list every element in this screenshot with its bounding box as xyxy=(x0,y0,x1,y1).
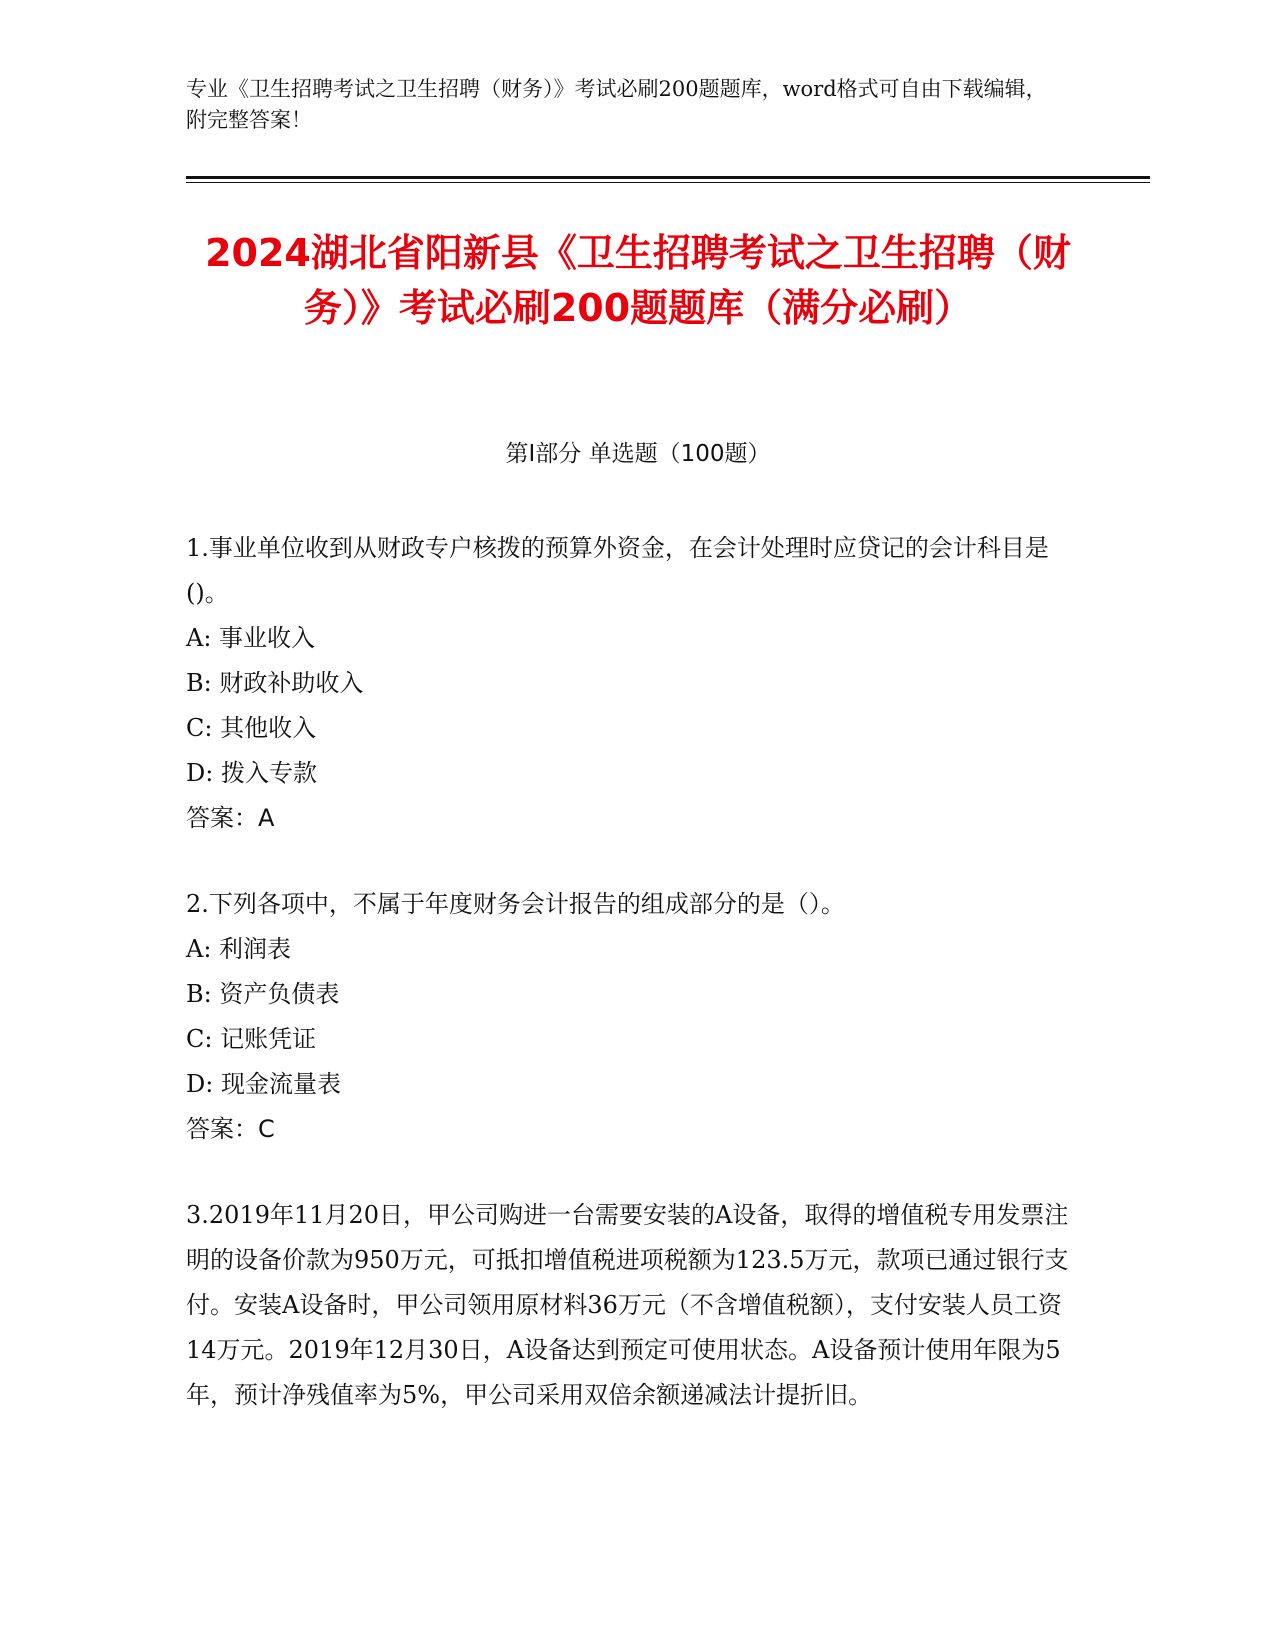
question-2 xyxy=(186,882,1076,1152)
question-text: 2.下列各项中，不属于年度财务会计报告的组成部分的是（）。 xyxy=(186,890,845,918)
answer: 答案：A xyxy=(186,804,275,832)
question-text: 3.2019年11月20日，甲公司购进一台需要安装的A设备，取得的增值税专用发票注明的设备价款为950万元，可抵扣增值税进项税额为123.5万元，款项已通过银行支付。安装A设备时，甲公司领用原材料36万元（不含增值税额），支付安装人员工资14万元。2019年12月30日，A设备达到预定可使用状态。A设备预计使用年限为5年，预计净残值率为5%，甲公司采用双倍余额递减法计提折旧。 xyxy=(186,1201,1069,1409)
option-b: B: 财政补助收入 xyxy=(186,669,364,697)
document-title: 2024湖北省阳新县《卫生招聘考试之卫生招聘（财务）》考试必刷200题题库（满分必刷） xyxy=(205,231,1071,330)
header-rule-thick xyxy=(186,176,1150,179)
option-c: C: 记账凭证 xyxy=(186,1025,317,1053)
header-note: 专业《卫生招聘考试之卫生招聘（财务）》考试必刷200题题库，word格式可自由下载编辑，附完整答案！ xyxy=(186,77,1047,132)
question-1 xyxy=(186,526,1076,841)
option-a: A: 利润表 xyxy=(186,935,292,963)
section-heading: 第I部分 单选题（100题） xyxy=(505,441,771,467)
question-text: 1.事业单位收到从财政专户核拨的预算外资金，在会计处理时应贷记的会计科目是()。 xyxy=(186,534,1049,607)
header-rule-thin xyxy=(186,182,1150,183)
option-d: D: 现金流量表 xyxy=(186,1070,341,1098)
answer: 答案：C xyxy=(186,1115,275,1143)
option-c: C: 其他收入 xyxy=(186,714,317,742)
option-a: A: 事业收入 xyxy=(186,624,316,652)
option-b: B: 资产负债表 xyxy=(186,980,340,1008)
option-d: D: 拨入专款 xyxy=(186,759,317,787)
question-3 xyxy=(186,1193,1076,1418)
